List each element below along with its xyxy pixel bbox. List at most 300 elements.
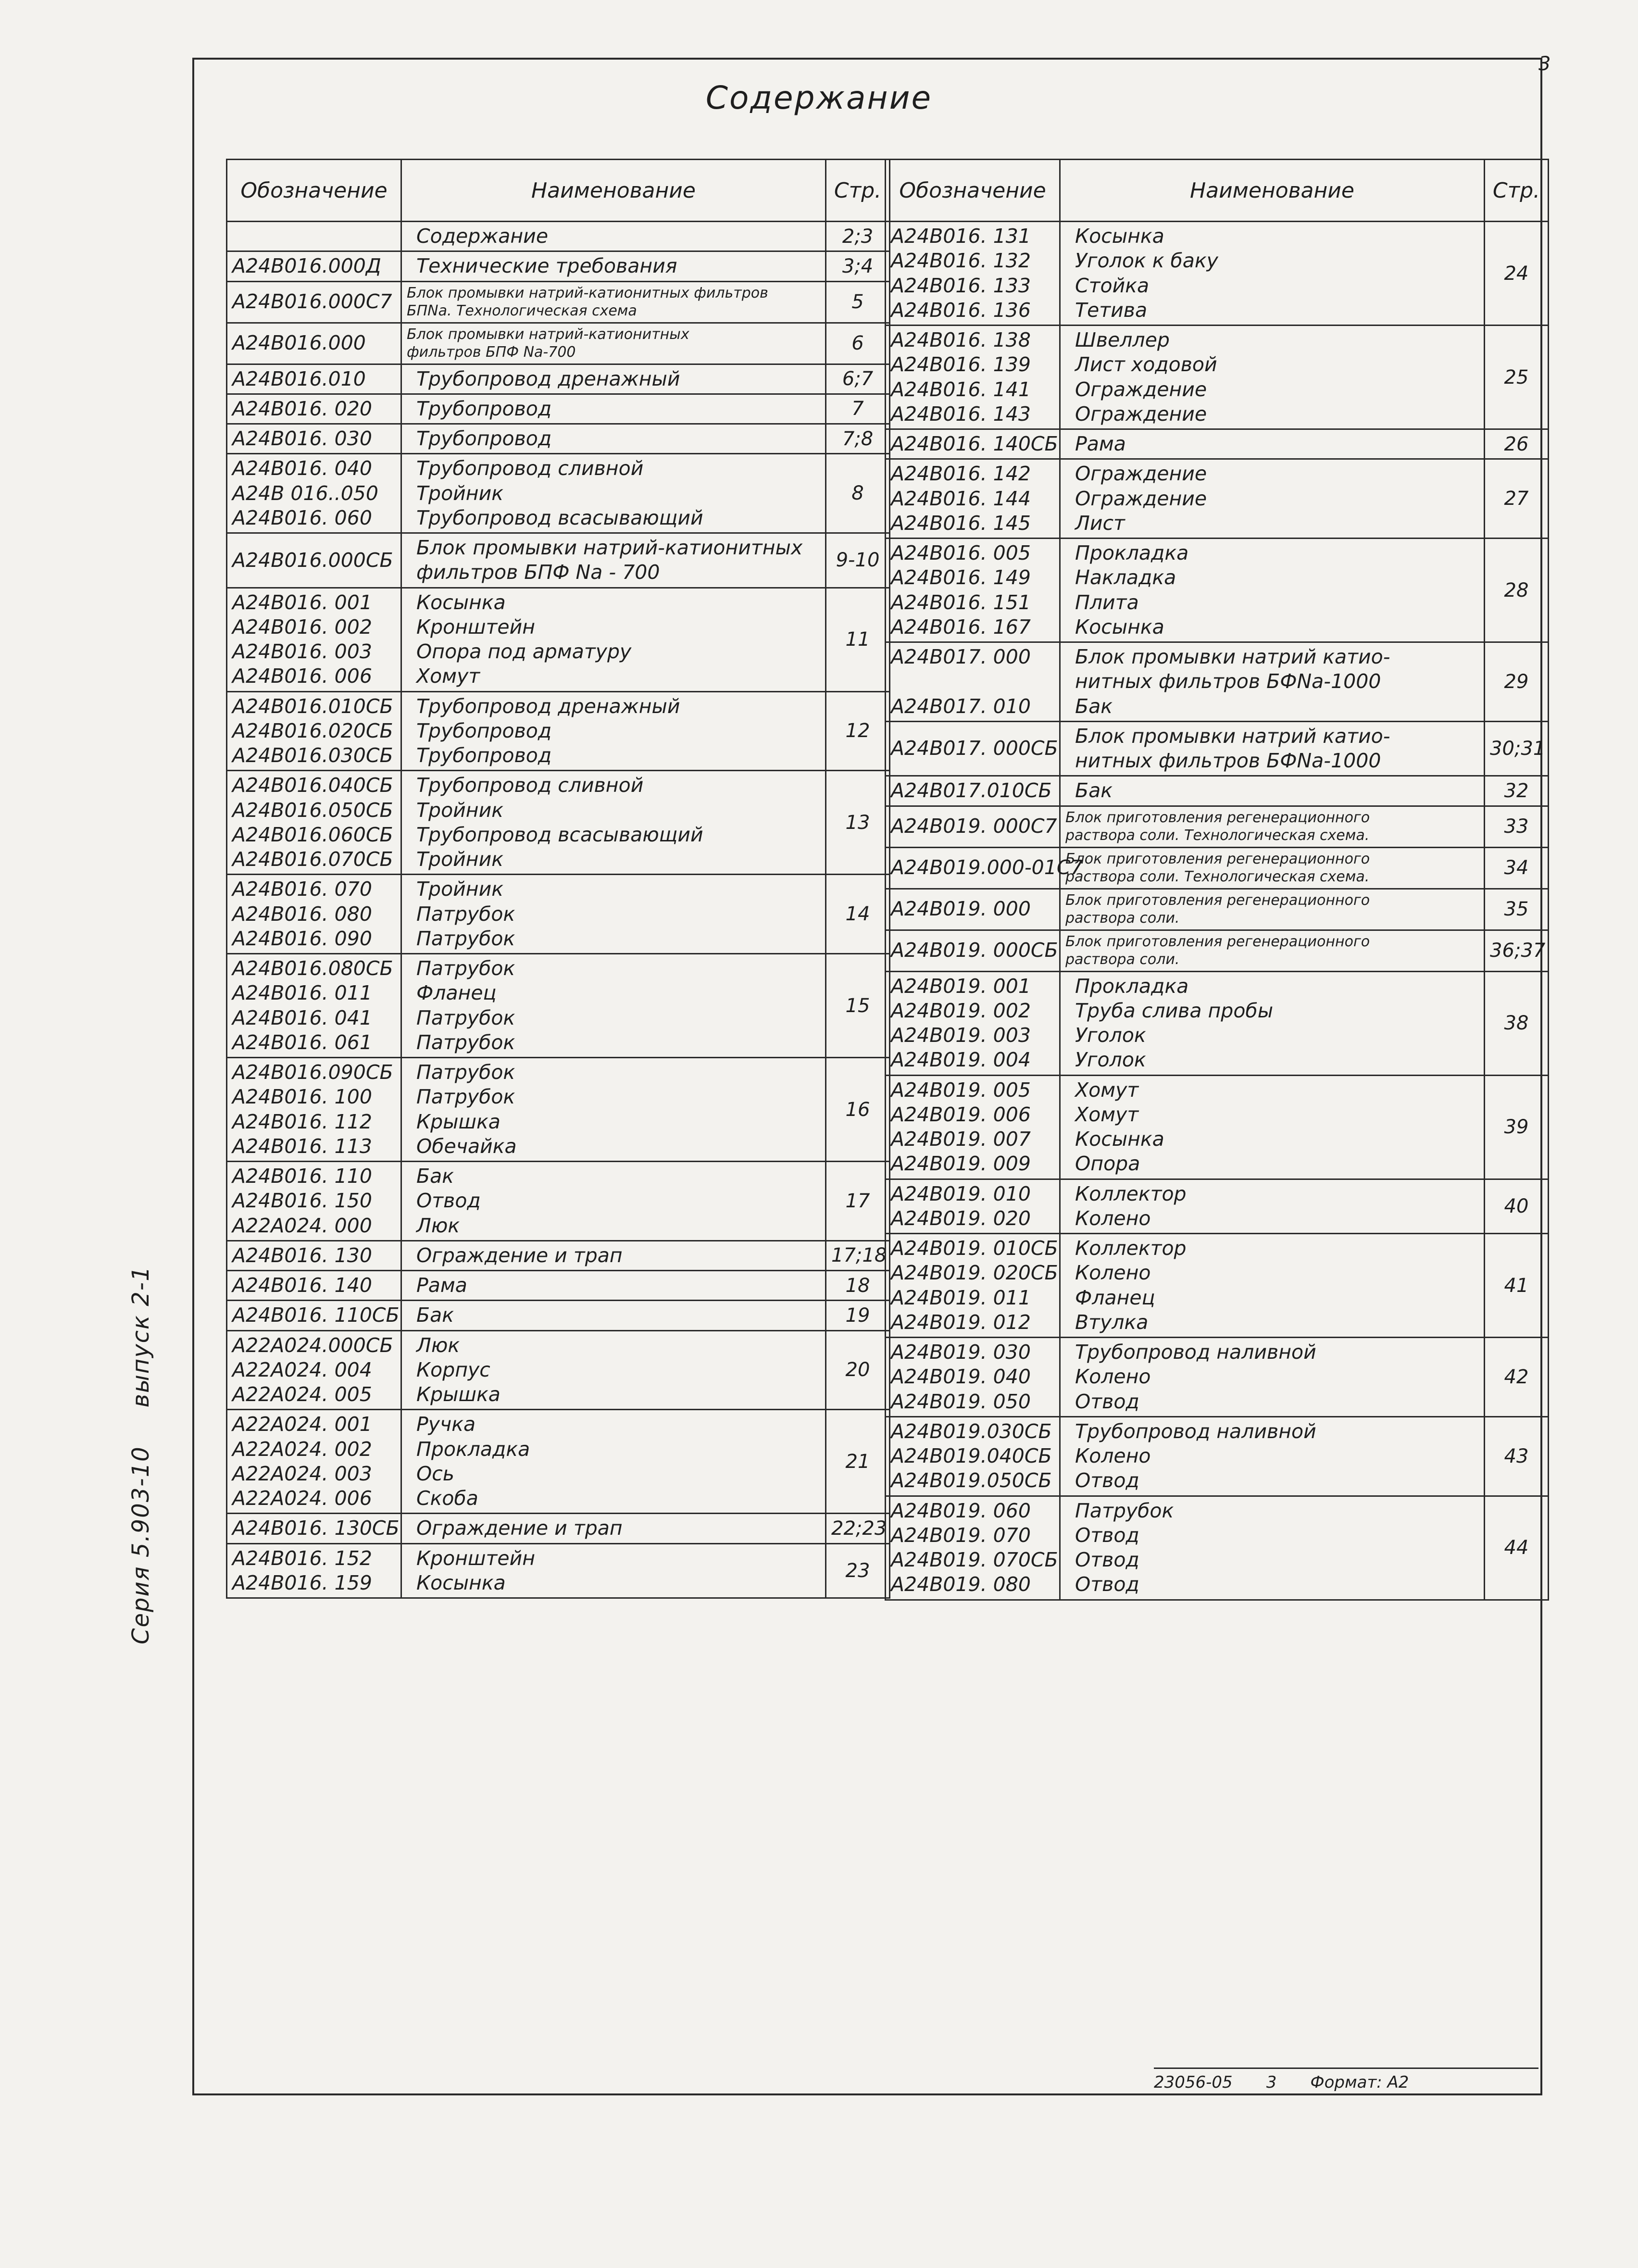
- item-name: Колено: [1075, 1365, 1151, 1389]
- page-number: 27: [1485, 459, 1549, 539]
- item-name: Блок промывки натрий-катионитных: [407, 326, 689, 343]
- designation-code: А24В016.000С7: [232, 290, 392, 313]
- designation-code: А24В016.010СБ: [232, 694, 393, 718]
- designation-cell: [886, 1338, 1060, 1417]
- designation-code: А24В016. 041: [232, 1006, 372, 1029]
- designation-code: А24В016. 060: [232, 506, 372, 529]
- toc-row: [886, 429, 1549, 459]
- designation-code: А24В016. 130СБ: [232, 1516, 400, 1540]
- designation-code: А24В016. 113: [232, 1134, 372, 1158]
- item-name: Прокладка: [1075, 974, 1189, 998]
- item-name: Лист: [1075, 511, 1125, 535]
- name-cell: [401, 771, 826, 875]
- designation-code: А24В019. 000С7: [891, 814, 1057, 838]
- name-cell: [401, 1543, 826, 1598]
- designation-code: А24В016. 139: [891, 353, 1031, 376]
- name-cell: [401, 1271, 826, 1301]
- item-name: Крышка: [416, 1383, 500, 1406]
- designation-code: А24В019.050СБ: [891, 1469, 1052, 1492]
- toc-row: [227, 1301, 890, 1330]
- page-number: 34: [1485, 847, 1549, 889]
- designation-code: А24В016. 138: [891, 328, 1031, 351]
- toc-row: [227, 1410, 890, 1514]
- name-cell: [401, 454, 826, 533]
- item-name: Ограждение: [1075, 377, 1207, 401]
- designation-cell: [227, 954, 401, 1058]
- name-cell: [401, 691, 826, 771]
- designation-cell: [227, 364, 401, 394]
- designation-code: А24В019. 003: [891, 1024, 1031, 1047]
- page-number: 30;31: [1485, 721, 1549, 776]
- toc-row: [227, 251, 890, 281]
- name-cell: [401, 954, 826, 1058]
- designation-cell: [886, 930, 1060, 971]
- toc-row: [227, 394, 890, 424]
- name-cell: [1060, 1338, 1485, 1417]
- item-name: Скоба: [416, 1487, 478, 1510]
- designation-code: А24В016. 011: [232, 981, 372, 1005]
- item-name: Трубопровод: [416, 427, 552, 450]
- toc-row: [227, 323, 890, 364]
- page-number: 7: [826, 394, 890, 424]
- toc-row: [227, 875, 890, 954]
- item-name: БПNа. Технологическая схема: [407, 302, 637, 319]
- designation-cell: [886, 1234, 1060, 1338]
- designation-code: А24В019. 060: [891, 1499, 1031, 1522]
- toc-row: [227, 222, 890, 251]
- item-name: Косынка: [1075, 225, 1164, 248]
- item-name: Тетива: [1075, 298, 1148, 322]
- item-name: раствора соли.: [1065, 910, 1180, 927]
- item-name: Стойка: [1075, 274, 1150, 297]
- name-cell: [1060, 847, 1485, 889]
- page-number: 41: [1485, 1234, 1549, 1338]
- designation-code: А24В019.040СБ: [891, 1444, 1052, 1467]
- name-cell: [401, 251, 826, 281]
- header-page: Стр.: [1485, 160, 1549, 222]
- designation-code: А24В019. 070: [891, 1523, 1031, 1547]
- item-name: Косынка: [416, 1571, 506, 1594]
- designation-code: А24В016. 110СБ: [232, 1303, 400, 1327]
- item-name: Отвод: [1075, 1390, 1139, 1413]
- item-name: Патрубок: [416, 1061, 515, 1084]
- item-name: Крышка: [416, 1110, 500, 1133]
- toc-row: [886, 721, 1549, 776]
- name-cell: [401, 533, 826, 588]
- toc-row: [886, 889, 1549, 930]
- item-name: Трубопровод дренажный: [416, 694, 680, 718]
- designation-cell: [227, 691, 401, 771]
- item-name: Ограждение: [1075, 402, 1207, 426]
- item-name: Коллектор: [1075, 1237, 1187, 1260]
- designation-code: А24В016.030СБ: [232, 744, 393, 767]
- name-cell: [1060, 539, 1485, 642]
- designation-code: А24В016.010: [232, 367, 366, 390]
- designation-code: А24В016. 040: [232, 457, 372, 480]
- item-name: Трубопровод всасывающий: [416, 823, 703, 846]
- toc-row: [227, 1058, 890, 1162]
- page-number: 20: [826, 1330, 890, 1410]
- item-name: Трубопровод дренажный: [416, 367, 680, 390]
- issue-label: выпуск 2-1: [127, 1266, 154, 1408]
- item-name: Содержание: [416, 225, 549, 248]
- item-name: Ограждение и трап: [416, 1243, 623, 1267]
- designation-code: А24В016. 167: [891, 615, 1031, 639]
- designation-code: А24В016. 080: [232, 902, 372, 926]
- designation-code: А22А024. 003: [232, 1462, 372, 1485]
- page-number: 32: [1485, 776, 1549, 806]
- page-number: 5: [826, 281, 890, 323]
- toc-row: [886, 642, 1549, 722]
- designation-code: А24В016.000Д: [232, 254, 381, 278]
- item-name: Ручка: [416, 1413, 476, 1436]
- designation-cell: [227, 1058, 401, 1162]
- item-name: Опора под арматуру: [416, 640, 632, 663]
- item-name: Труба слива пробы: [1075, 999, 1274, 1022]
- name-cell: [1060, 1416, 1485, 1496]
- item-name: Коллектор: [1075, 1182, 1187, 1205]
- name-cell: [401, 1058, 826, 1162]
- designation-code: А24В016. 136: [891, 298, 1031, 322]
- item-name: Бак: [1075, 779, 1113, 802]
- designation-cell: [227, 1301, 401, 1330]
- item-name: фильтров БПФ Nа - 700: [416, 561, 660, 584]
- toc-row: [886, 1075, 1549, 1179]
- header-name: Наименование: [1060, 160, 1485, 222]
- designation-cell: [886, 429, 1060, 459]
- designation-code: А24В016.040СБ: [232, 774, 393, 797]
- designation-cell: [886, 459, 1060, 539]
- item-name: Обечайка: [416, 1134, 517, 1158]
- designation-code: А24В016.060СБ: [232, 823, 393, 846]
- item-name: Отвод: [1075, 1469, 1139, 1492]
- corner-page-number: 3: [1538, 53, 1551, 75]
- name-cell: [401, 1162, 826, 1241]
- item-name: нитных фильтров БФNа-1000: [1075, 670, 1381, 693]
- designation-cell: [886, 1075, 1060, 1179]
- item-name: Косынка: [1075, 615, 1164, 639]
- designation-cell: [227, 394, 401, 424]
- item-name: Хомут: [416, 664, 480, 688]
- designation-cell: [886, 1496, 1060, 1600]
- page-number: 9-10: [826, 533, 890, 588]
- item-name: Тройник: [416, 848, 504, 871]
- sheet-number: 3: [1266, 2072, 1277, 2092]
- page-number: 21: [826, 1410, 890, 1514]
- page-number: 16: [826, 1058, 890, 1162]
- item-name: Трубопровод наливной: [1075, 1419, 1316, 1443]
- item-name: Фланец: [416, 981, 497, 1005]
- series-label: Серия 5.903-10: [127, 1446, 154, 1644]
- designation-code: А24В016. 132: [891, 249, 1031, 273]
- toc-header-row: [227, 160, 890, 222]
- name-cell: [401, 1410, 826, 1514]
- designation-code: А24В016. 145: [891, 511, 1031, 535]
- item-name: Прокладка: [1075, 541, 1189, 564]
- toc-row: [227, 533, 890, 588]
- designation-cell: [886, 1179, 1060, 1234]
- name-cell: [401, 1241, 826, 1270]
- name-cell: [1060, 1496, 1485, 1600]
- designation-code: А24В019. 040: [891, 1365, 1031, 1389]
- page-number: 7;8: [826, 424, 890, 454]
- designation-code: А24В019. 009: [891, 1152, 1031, 1176]
- toc-row: [886, 222, 1549, 326]
- toc-row: [227, 281, 890, 323]
- designation-code: А24В016.000: [232, 331, 366, 355]
- page-number: 12: [826, 691, 890, 771]
- designation-cell: [227, 251, 401, 281]
- designation-code: А24В016. 002: [232, 615, 372, 639]
- page-number: 17: [826, 1162, 890, 1241]
- designation-code: А24В019. 020: [891, 1206, 1031, 1230]
- item-name: Уголок: [1075, 1048, 1146, 1072]
- toc-row: [886, 806, 1549, 847]
- item-name: Тройник: [416, 481, 504, 505]
- designation-code: А24В016.090СБ: [232, 1061, 393, 1084]
- item-name: Плита: [1075, 590, 1139, 614]
- page-number: 39: [1485, 1075, 1549, 1179]
- designation-code: [891, 669, 1054, 694]
- designation-code: А24В016. 140СБ: [891, 432, 1058, 455]
- toc-row: [227, 954, 890, 1058]
- toc-row: [227, 588, 890, 691]
- item-name: Блок промывки натрий катио-: [1075, 724, 1390, 748]
- item-name: Фланец: [1075, 1286, 1155, 1309]
- page-number: 15: [826, 954, 890, 1058]
- item-name: Ограждение и трап: [416, 1516, 623, 1540]
- designation-code: А22А024. 004: [232, 1358, 372, 1381]
- page-number: 17;18: [826, 1241, 890, 1270]
- name-cell: [401, 1301, 826, 1330]
- page-number: 3;4: [826, 251, 890, 281]
- item-name: раствора соли. Технологическая схема.: [1065, 868, 1370, 885]
- designation-cell: [227, 1162, 401, 1241]
- designation-code: А24В016. 151: [891, 590, 1031, 614]
- name-cell: [1060, 1075, 1485, 1179]
- page-number: 29: [1485, 642, 1549, 722]
- designation-code: А24В016.020СБ: [232, 719, 393, 742]
- name-cell: [1060, 806, 1485, 847]
- designation-code: А24В019. 070СБ: [891, 1548, 1058, 1571]
- name-cell: [401, 1330, 826, 1410]
- designation-code: А24В019. 000: [891, 897, 1031, 921]
- page-number: 44: [1485, 1496, 1549, 1600]
- item-name: Трубопровод сливной: [416, 774, 644, 797]
- designation-code: А24В016. 159: [232, 1571, 372, 1594]
- item-name: Блок промывки натрий-катионитных: [416, 536, 803, 559]
- item-name: Бак: [1075, 694, 1113, 718]
- page-number: 6: [826, 323, 890, 364]
- designation-code: А24В019. 011: [891, 1286, 1031, 1309]
- toc-row: [227, 691, 890, 771]
- item-name: Лист ходовой: [1075, 353, 1217, 376]
- designation-cell: [886, 1416, 1060, 1496]
- designation-code: А24В016. 142: [891, 462, 1031, 486]
- designation-cell: [227, 1330, 401, 1410]
- item-name: Блок приготовления регенерационного: [1065, 850, 1370, 867]
- designation-code: А22А024. 000: [232, 1214, 372, 1237]
- designation-code: А24В019. 005: [891, 1078, 1031, 1102]
- designation-code: А24В016. 143: [891, 402, 1031, 426]
- designation-cell: [886, 889, 1060, 930]
- designation-code: А24В017. 000СБ: [891, 737, 1058, 760]
- page-number: 24: [1485, 222, 1549, 326]
- item-name: Люк: [416, 1214, 460, 1237]
- item-name: Трубопровод сливной: [416, 457, 644, 480]
- item-name: Блок приготовления регенерационного: [1065, 809, 1370, 826]
- designation-code: А24В017. 000: [891, 645, 1031, 668]
- item-name: Трубопровод: [416, 719, 552, 742]
- designation-code: А24В016. 131: [891, 225, 1031, 248]
- toc-row: [886, 971, 1549, 1075]
- designation-cell: [227, 533, 401, 588]
- page-number: 35: [1485, 889, 1549, 930]
- item-name: Тройник: [416, 877, 504, 901]
- name-cell: [1060, 429, 1485, 459]
- toc-row: [886, 459, 1549, 539]
- page-number: 2;3: [826, 222, 890, 251]
- toc-row: [227, 424, 890, 454]
- designation-cell: [886, 326, 1060, 429]
- designation-code: А24В019. 000СБ: [891, 939, 1058, 962]
- designation-code: А24В016. 140: [232, 1274, 372, 1297]
- designation-cell: [886, 539, 1060, 642]
- designation-code: А24В016.050СБ: [232, 798, 393, 822]
- item-name: Уголок к баку: [1075, 249, 1218, 273]
- name-cell: [401, 323, 826, 364]
- designation-cell: [227, 222, 401, 251]
- designation-code: А24В016. 133: [891, 274, 1031, 297]
- designation-code: А24В 016..050: [232, 481, 378, 505]
- item-name: Блок промывки натрий-катионитных фильтров: [407, 284, 768, 301]
- toc-table-left: [226, 159, 890, 1599]
- designation-cell: [886, 222, 1060, 326]
- header-code: Обозначение: [227, 160, 401, 222]
- item-name: Ось: [416, 1462, 454, 1485]
- designation-code: А24В016. 141: [891, 377, 1031, 401]
- designation-code: А24В019.030СБ: [891, 1419, 1052, 1443]
- item-name: Тройник: [416, 798, 504, 822]
- item-name: Патрубок: [416, 1006, 515, 1029]
- item-name: Колено: [1075, 1206, 1151, 1230]
- page-number: 42: [1485, 1338, 1549, 1417]
- item-name: Ограждение: [1075, 487, 1207, 510]
- page-number: 8: [826, 454, 890, 533]
- toc-row: [227, 364, 890, 394]
- item-name: Отвод: [1075, 1523, 1139, 1547]
- designation-cell: [227, 454, 401, 533]
- name-cell: [401, 424, 826, 454]
- toc-row: [227, 1543, 890, 1598]
- designation-cell: [227, 1271, 401, 1301]
- item-name: Колено: [1075, 1444, 1151, 1467]
- item-name: Технические требования: [416, 254, 677, 278]
- designation-cell: [886, 971, 1060, 1075]
- side-stamp: [127, 1266, 154, 1644]
- header-code: Обозначение: [886, 160, 1060, 222]
- item-name: Хомут: [1075, 1103, 1139, 1126]
- name-cell: [1060, 776, 1485, 806]
- designation-code: А24В019. 001: [891, 974, 1031, 998]
- toc-row: [886, 1338, 1549, 1417]
- designation-cell: [227, 588, 401, 691]
- name-cell: [401, 222, 826, 251]
- designation-code: А24В019. 010СБ: [891, 1237, 1058, 1260]
- item-name: Уголок: [1075, 1024, 1146, 1047]
- designation-code: А24В016. 061: [232, 1030, 372, 1054]
- toc-row: [227, 771, 890, 875]
- designation-code: А24В019. 080: [891, 1573, 1031, 1596]
- page-number: 19: [826, 1301, 890, 1330]
- designation-code: А24В016.080СБ: [232, 957, 393, 980]
- item-name: Рама: [416, 1274, 467, 1297]
- name-cell: [401, 364, 826, 394]
- designation-code: А24В016. 005: [891, 541, 1031, 564]
- item-name: Корпус: [416, 1358, 490, 1381]
- page-number: 14: [826, 875, 890, 954]
- toc-row: [227, 454, 890, 533]
- designation-code: А24В016.000СБ: [232, 548, 393, 572]
- page-number: 40: [1485, 1179, 1549, 1234]
- item-name: Блок приготовления регенерационного: [1065, 891, 1370, 909]
- designation-code: А24В016.070СБ: [232, 848, 393, 871]
- designation-code: А24В016. 152: [232, 1546, 372, 1570]
- page-number: 11: [826, 588, 890, 691]
- item-name: Патрубок: [416, 927, 515, 950]
- page-number: 28: [1485, 539, 1549, 642]
- item-name: Патрубок: [416, 902, 515, 926]
- designation-code: А22А024. 001: [232, 1413, 372, 1436]
- page-number: 6;7: [826, 364, 890, 394]
- item-name: Втулка: [1075, 1310, 1149, 1334]
- name-cell: [401, 281, 826, 323]
- item-name: Швеллер: [1075, 328, 1170, 351]
- page-title: Содержание: [705, 79, 933, 116]
- toc-row: [886, 1416, 1549, 1496]
- designation-code: А24В017.010СБ: [891, 779, 1052, 802]
- item-name: Накладка: [1075, 566, 1176, 589]
- header-page: Стр.: [826, 160, 890, 222]
- designation-code: А24В016. 006: [232, 664, 372, 688]
- page-number: 36;37: [1485, 930, 1549, 971]
- toc-row: [227, 1514, 890, 1543]
- format-label: Формат: А2: [1310, 2072, 1409, 2092]
- item-name: Патрубок: [416, 1085, 515, 1109]
- designation-cell: [886, 847, 1083, 889]
- designation-code: А24В019. 007: [891, 1128, 1031, 1151]
- name-cell: [1060, 459, 1485, 539]
- designation-cell: [227, 1514, 401, 1543]
- item-name: Патрубок: [416, 957, 515, 980]
- designation-code: А24В019. 050: [891, 1390, 1031, 1413]
- name-cell: [1060, 889, 1485, 930]
- page-number: 25: [1485, 326, 1549, 429]
- item-name: Блок промывки натрий катио-: [1075, 645, 1390, 668]
- designation-code: А24В016. 090: [232, 927, 372, 950]
- item-name: Патрубок: [1075, 1499, 1174, 1522]
- item-name: Трубопровод всасывающий: [416, 506, 703, 529]
- designation-code: А24В019. 002: [891, 999, 1031, 1022]
- item-name: Прокладка: [416, 1437, 530, 1461]
- page-number: 13: [826, 771, 890, 875]
- toc-row: [886, 326, 1549, 429]
- designation-code: А24В016. 130: [232, 1243, 372, 1267]
- designation-code: А24В016. 149: [891, 566, 1031, 589]
- name-cell: [1060, 721, 1485, 776]
- designation-code: А24В016. 001: [232, 590, 372, 614]
- page-number: 43: [1485, 1416, 1549, 1496]
